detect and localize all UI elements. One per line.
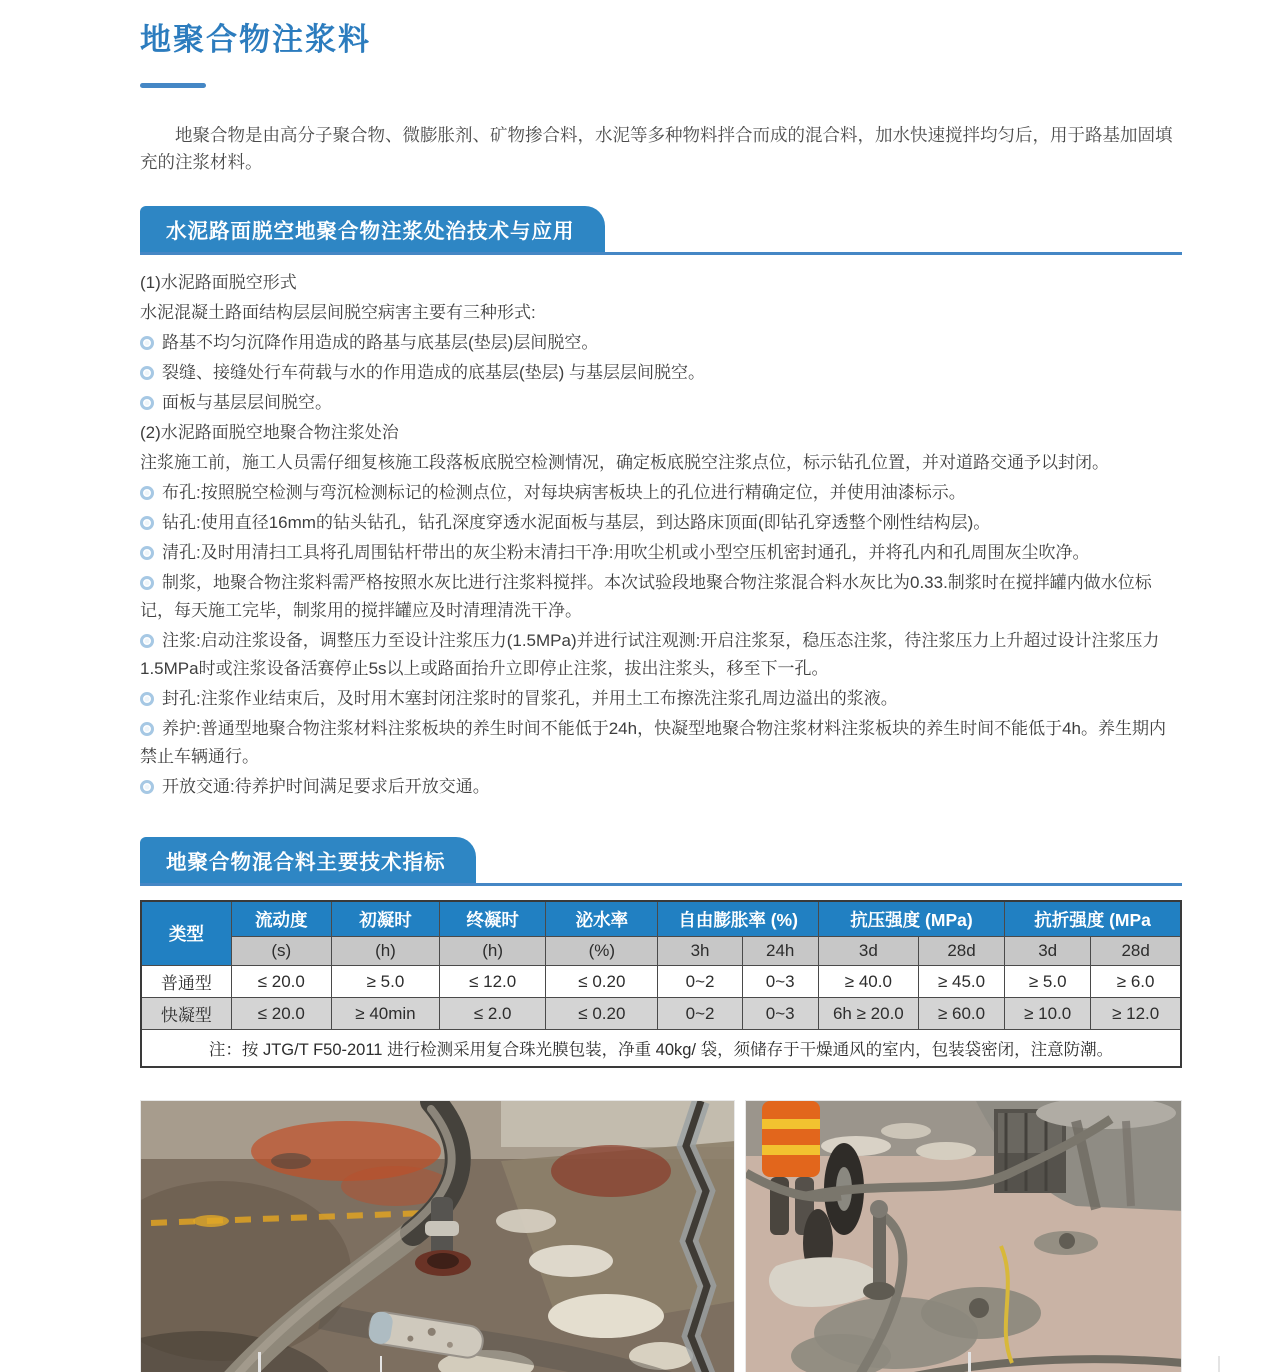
col-header: 初凝时	[331, 901, 439, 937]
ring-bullet-icon	[140, 366, 154, 380]
cell: ≥ 60.0	[918, 998, 1004, 1030]
col-header-type: 类型	[141, 901, 231, 966]
cell: 0~3	[742, 998, 818, 1030]
sub-header: 3d	[818, 937, 918, 966]
ring-bullet-icon	[140, 692, 154, 706]
ring-bullet-icon	[140, 516, 154, 530]
section1-banner-row	[140, 206, 1182, 255]
list-item: 布孔:按照脱空检测与弯沉检测标记的检测点位，对每块病害板块上的孔位进行精确定位，并使用油漆标示。	[140, 479, 1182, 507]
list-item: 封孔:注浆作业结束后，及时用木塞封闭注浆时的冒浆孔，并用土工布擦洗注浆孔周边溢出的浆液。	[140, 685, 1182, 713]
technical-spec-table	[140, 900, 1182, 1068]
ring-bullet-icon	[140, 546, 154, 560]
cell: ≤ 0.20	[546, 998, 658, 1030]
sub-header: 28d	[918, 937, 1004, 966]
ring-bullet-icon	[140, 634, 154, 648]
page-edge-artifact	[968, 1352, 971, 1372]
cell: 0~2	[658, 998, 742, 1030]
cell: 0~2	[658, 966, 742, 998]
section2-banner: 地聚合物混合料主要技术指标	[140, 837, 476, 883]
ring-bullet-icon	[140, 486, 154, 500]
list-item: 注浆:启动注浆设备，调整压力至设计注浆压力(1.5MPa)并进行试注观测:开启注浆泵，稳压态注浆，待注浆压力上升超过设计注浆压力1.5MPa时或注浆设备活赛停止5s以上或路面抬升立即停止注浆，拔出注浆头，移至下一孔。	[140, 631, 1160, 678]
cell: ≥ 5.0	[331, 966, 439, 998]
section1-banner: 水泥路面脱空地聚合物注浆处治技术与应用	[140, 206, 605, 252]
page-edge-artifact	[258, 1352, 261, 1372]
cell: 0~3	[742, 966, 818, 998]
ring-bullet-icon	[140, 722, 154, 736]
ring-bullet-icon	[140, 576, 154, 590]
cell: ≥ 40.0	[818, 966, 918, 998]
photo-pavement-grouting-hose	[140, 1100, 735, 1372]
sub-header: 3h	[658, 937, 742, 966]
cell: ≥ 5.0	[1005, 966, 1091, 998]
list-item: 钻孔:使用直径16mm的钻头钻孔，钻孔深度穿透水泥面板与基层，到达路床顶面(即钻孔穿透整个刚性结构层)。	[140, 509, 1182, 537]
photo-construction-grouting-site	[745, 1100, 1182, 1372]
list-item: (1)水泥路面脱空形式	[140, 273, 297, 292]
col-header: 流动度	[231, 901, 331, 937]
ring-bullet-icon	[140, 780, 154, 794]
title-underline-dash	[140, 83, 206, 88]
cell: ≤ 12.0	[440, 966, 546, 998]
table-note-row	[141, 1030, 1181, 1068]
cell: ≤ 20.0	[231, 966, 331, 998]
cell: ≥ 45.0	[918, 966, 1004, 998]
cell: ≥ 12.0	[1091, 998, 1181, 1030]
list-item: 面板与基层层间脱空。	[140, 389, 1182, 417]
section1-body	[140, 269, 1182, 801]
cell: 6h ≥ 20.0	[818, 998, 918, 1030]
ring-bullet-icon	[140, 396, 154, 410]
col-header: 泌水率	[546, 901, 658, 937]
sub-header: (h)	[440, 937, 546, 966]
document-content	[140, 0, 1182, 1372]
section2-banner-row	[140, 837, 1182, 886]
page-edge-artifact	[1218, 1356, 1220, 1372]
list-item: 养护:普通型地聚合物注浆材料注浆板块的养生时间不能低于24h，快凝型地聚合物注浆材料注浆板块的养生时间不能低于4h。养生期内禁止车辆通行。	[140, 719, 1166, 766]
col-header: 终凝时	[440, 901, 546, 937]
page-edge-artifact	[380, 1356, 382, 1372]
photo-row	[140, 1100, 1182, 1372]
list-item: 开放交通:待养护时间满足要求后开放交通。	[140, 773, 1182, 801]
list-item: 裂缝、接缝处行车荷载与水的作用造成的底基层(垫层) 与基层层间脱空。	[140, 359, 1182, 387]
col-header: 抗折强度 (MPa	[1005, 901, 1181, 937]
list-item: 水泥混凝土路面结构层层间脱空病害主要有三种形式:	[140, 303, 536, 322]
cell: ≤ 2.0	[440, 998, 546, 1030]
sub-header: (%)	[546, 937, 658, 966]
sub-header: (h)	[331, 937, 439, 966]
sub-header: (s)	[231, 937, 331, 966]
cell: ≤ 20.0	[231, 998, 331, 1030]
table-row	[141, 998, 1181, 1030]
table-note: 注：按 JTG/T F50-2011 进行检测采用复合珠光膜包装，净重 40kg/ 袋，须储存于干燥通风的室内，包装袋密闭，注意防潮。	[141, 1030, 1181, 1068]
intro-paragraph: 地聚合物是由高分子聚合物、微膨胀剂、矿物掺合料，水泥等多种物料拌合而成的混合料，加水快速搅拌均匀后，用于路基加固填充的注浆材料。	[140, 125, 1173, 172]
ring-bullet-icon	[140, 336, 154, 350]
col-header: 自由膨胀率 (%)	[658, 901, 818, 937]
list-item: 注浆施工前，施工人员需仔细复核施工段落板底脱空检测情况，确定板底脱空注浆点位，标示钻孔位置，并对道路交通予以封闭。	[140, 453, 1109, 472]
sub-header: 3d	[1005, 937, 1091, 966]
sub-header: 24h	[742, 937, 818, 966]
col-header: 抗压强度 (MPa)	[818, 901, 1004, 937]
row-label: 快凝型	[141, 998, 231, 1030]
cell: ≥ 6.0	[1091, 966, 1181, 998]
row-label: 普通型	[141, 966, 231, 998]
page-title: 地聚合物注浆料	[140, 22, 371, 57]
list-item: 清孔:及时用清扫工具将孔周围钻杆带出的灰尘粉末清扫干净:用吹尘机或小型空压机密封通孔，并将孔内和孔周围灰尘吹净。	[140, 539, 1182, 567]
cell: ≤ 0.20	[546, 966, 658, 998]
list-item: 制浆，地聚合物注浆料需严格按照水灰比进行注浆料搅拌。本次试验段地聚合物注浆混合料水灰比为0.33.制浆时在搅拌罐内做水位标记，每天施工完毕，制浆用的搅拌罐应及时清理清洗干净。	[140, 573, 1152, 620]
cell: ≥ 40min	[331, 998, 439, 1030]
cell: ≥ 10.0	[1005, 998, 1091, 1030]
list-item: 路基不均匀沉降作用造成的路基与底基层(垫层)层间脱空。	[140, 329, 1182, 357]
list-item: (2)水泥路面脱空地聚合物注浆处治	[140, 423, 399, 442]
table-row	[141, 966, 1181, 998]
sub-header: 28d	[1091, 937, 1181, 966]
